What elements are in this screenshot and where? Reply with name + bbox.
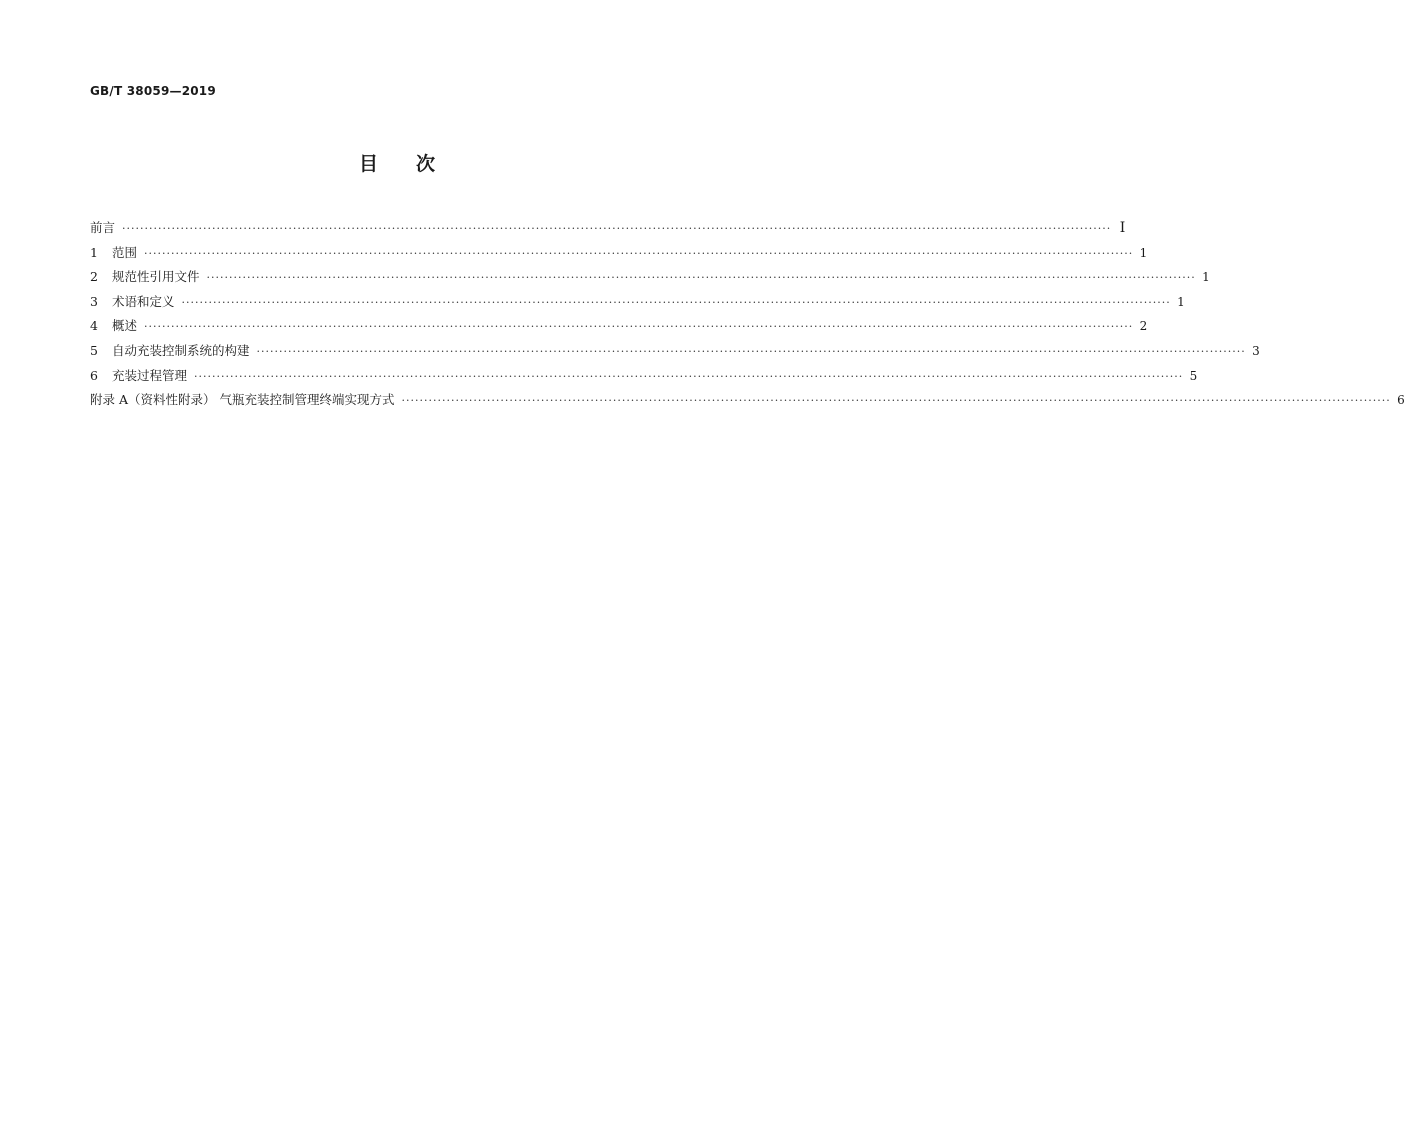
toc-entry-label: 术语和定义 bbox=[112, 293, 175, 309]
dot-leader: ···························································································································································································································· bbox=[401, 394, 1391, 408]
standard-code: GB/T 38059—2019 bbox=[90, 84, 216, 98]
toc-entry-number: 6 bbox=[90, 367, 98, 383]
toc-entry-normative-references[interactable] bbox=[90, 265, 1210, 290]
toc-entry-page: 1 bbox=[1202, 270, 1210, 285]
toc-entry-label: 自动充装控制系统的构建 bbox=[112, 342, 250, 358]
title-char-1: 目 bbox=[358, 153, 378, 175]
toc-entry-overview[interactable] bbox=[90, 314, 1148, 339]
toc-entry-filling-process-management[interactable] bbox=[90, 364, 1198, 389]
toc-entry-foreword[interactable] bbox=[90, 216, 1126, 241]
toc-entry-page: I bbox=[1119, 220, 1126, 236]
toc-entry-number: 1 bbox=[90, 244, 98, 260]
toc-entry-system-construction[interactable] bbox=[90, 339, 1260, 364]
table-of-contents bbox=[90, 216, 1405, 413]
toc-entry-page: 1 bbox=[1139, 245, 1148, 260]
toc-entry-label: 充装过程管理 bbox=[112, 367, 188, 383]
toc-entry-number: 4 bbox=[90, 318, 98, 334]
toc-entry-page: 2 bbox=[1139, 319, 1148, 334]
toc-entry-number: 3 bbox=[90, 293, 98, 309]
dot-leader: ···························································································································································································································· bbox=[206, 271, 1196, 285]
toc-entry-number: 2 bbox=[90, 269, 98, 285]
toc-entry-number: 5 bbox=[90, 342, 98, 358]
page-title bbox=[0, 151, 794, 177]
dot-leader: ···························································································································································································································· bbox=[194, 369, 1184, 383]
toc-entry-terms-definitions[interactable] bbox=[90, 290, 1185, 315]
dot-leader: ···························································································································································································································· bbox=[122, 222, 1112, 235]
toc-entry-page: 3 bbox=[1252, 343, 1260, 358]
title-char-2: 次 bbox=[416, 153, 436, 175]
toc-entry-label: 规范性引用文件 bbox=[112, 269, 200, 285]
toc-entry-label: 范围 bbox=[112, 244, 138, 260]
toc-entry-label: 概述 bbox=[112, 318, 138, 334]
dot-leader: ···························································································································································································································· bbox=[256, 344, 1246, 358]
dot-leader: ···························································································································································································································· bbox=[144, 320, 1134, 334]
toc-entry-annex-a[interactable] bbox=[90, 388, 1405, 413]
toc-entry-label: 前言 bbox=[90, 220, 116, 235]
toc-entry-page: 6 bbox=[1397, 393, 1405, 408]
dot-leader: ···························································································································································································································· bbox=[144, 246, 1134, 260]
toc-entry-page: 1 bbox=[1177, 294, 1185, 309]
dot-leader: ···························································································································································································································· bbox=[181, 295, 1171, 309]
toc-entry-page: 5 bbox=[1189, 368, 1198, 383]
toc-entry-label: 附录 A（资料性附录） 气瓶充装控制管理终端实现方式 bbox=[90, 392, 395, 408]
toc-entry-scope[interactable] bbox=[90, 241, 1148, 266]
